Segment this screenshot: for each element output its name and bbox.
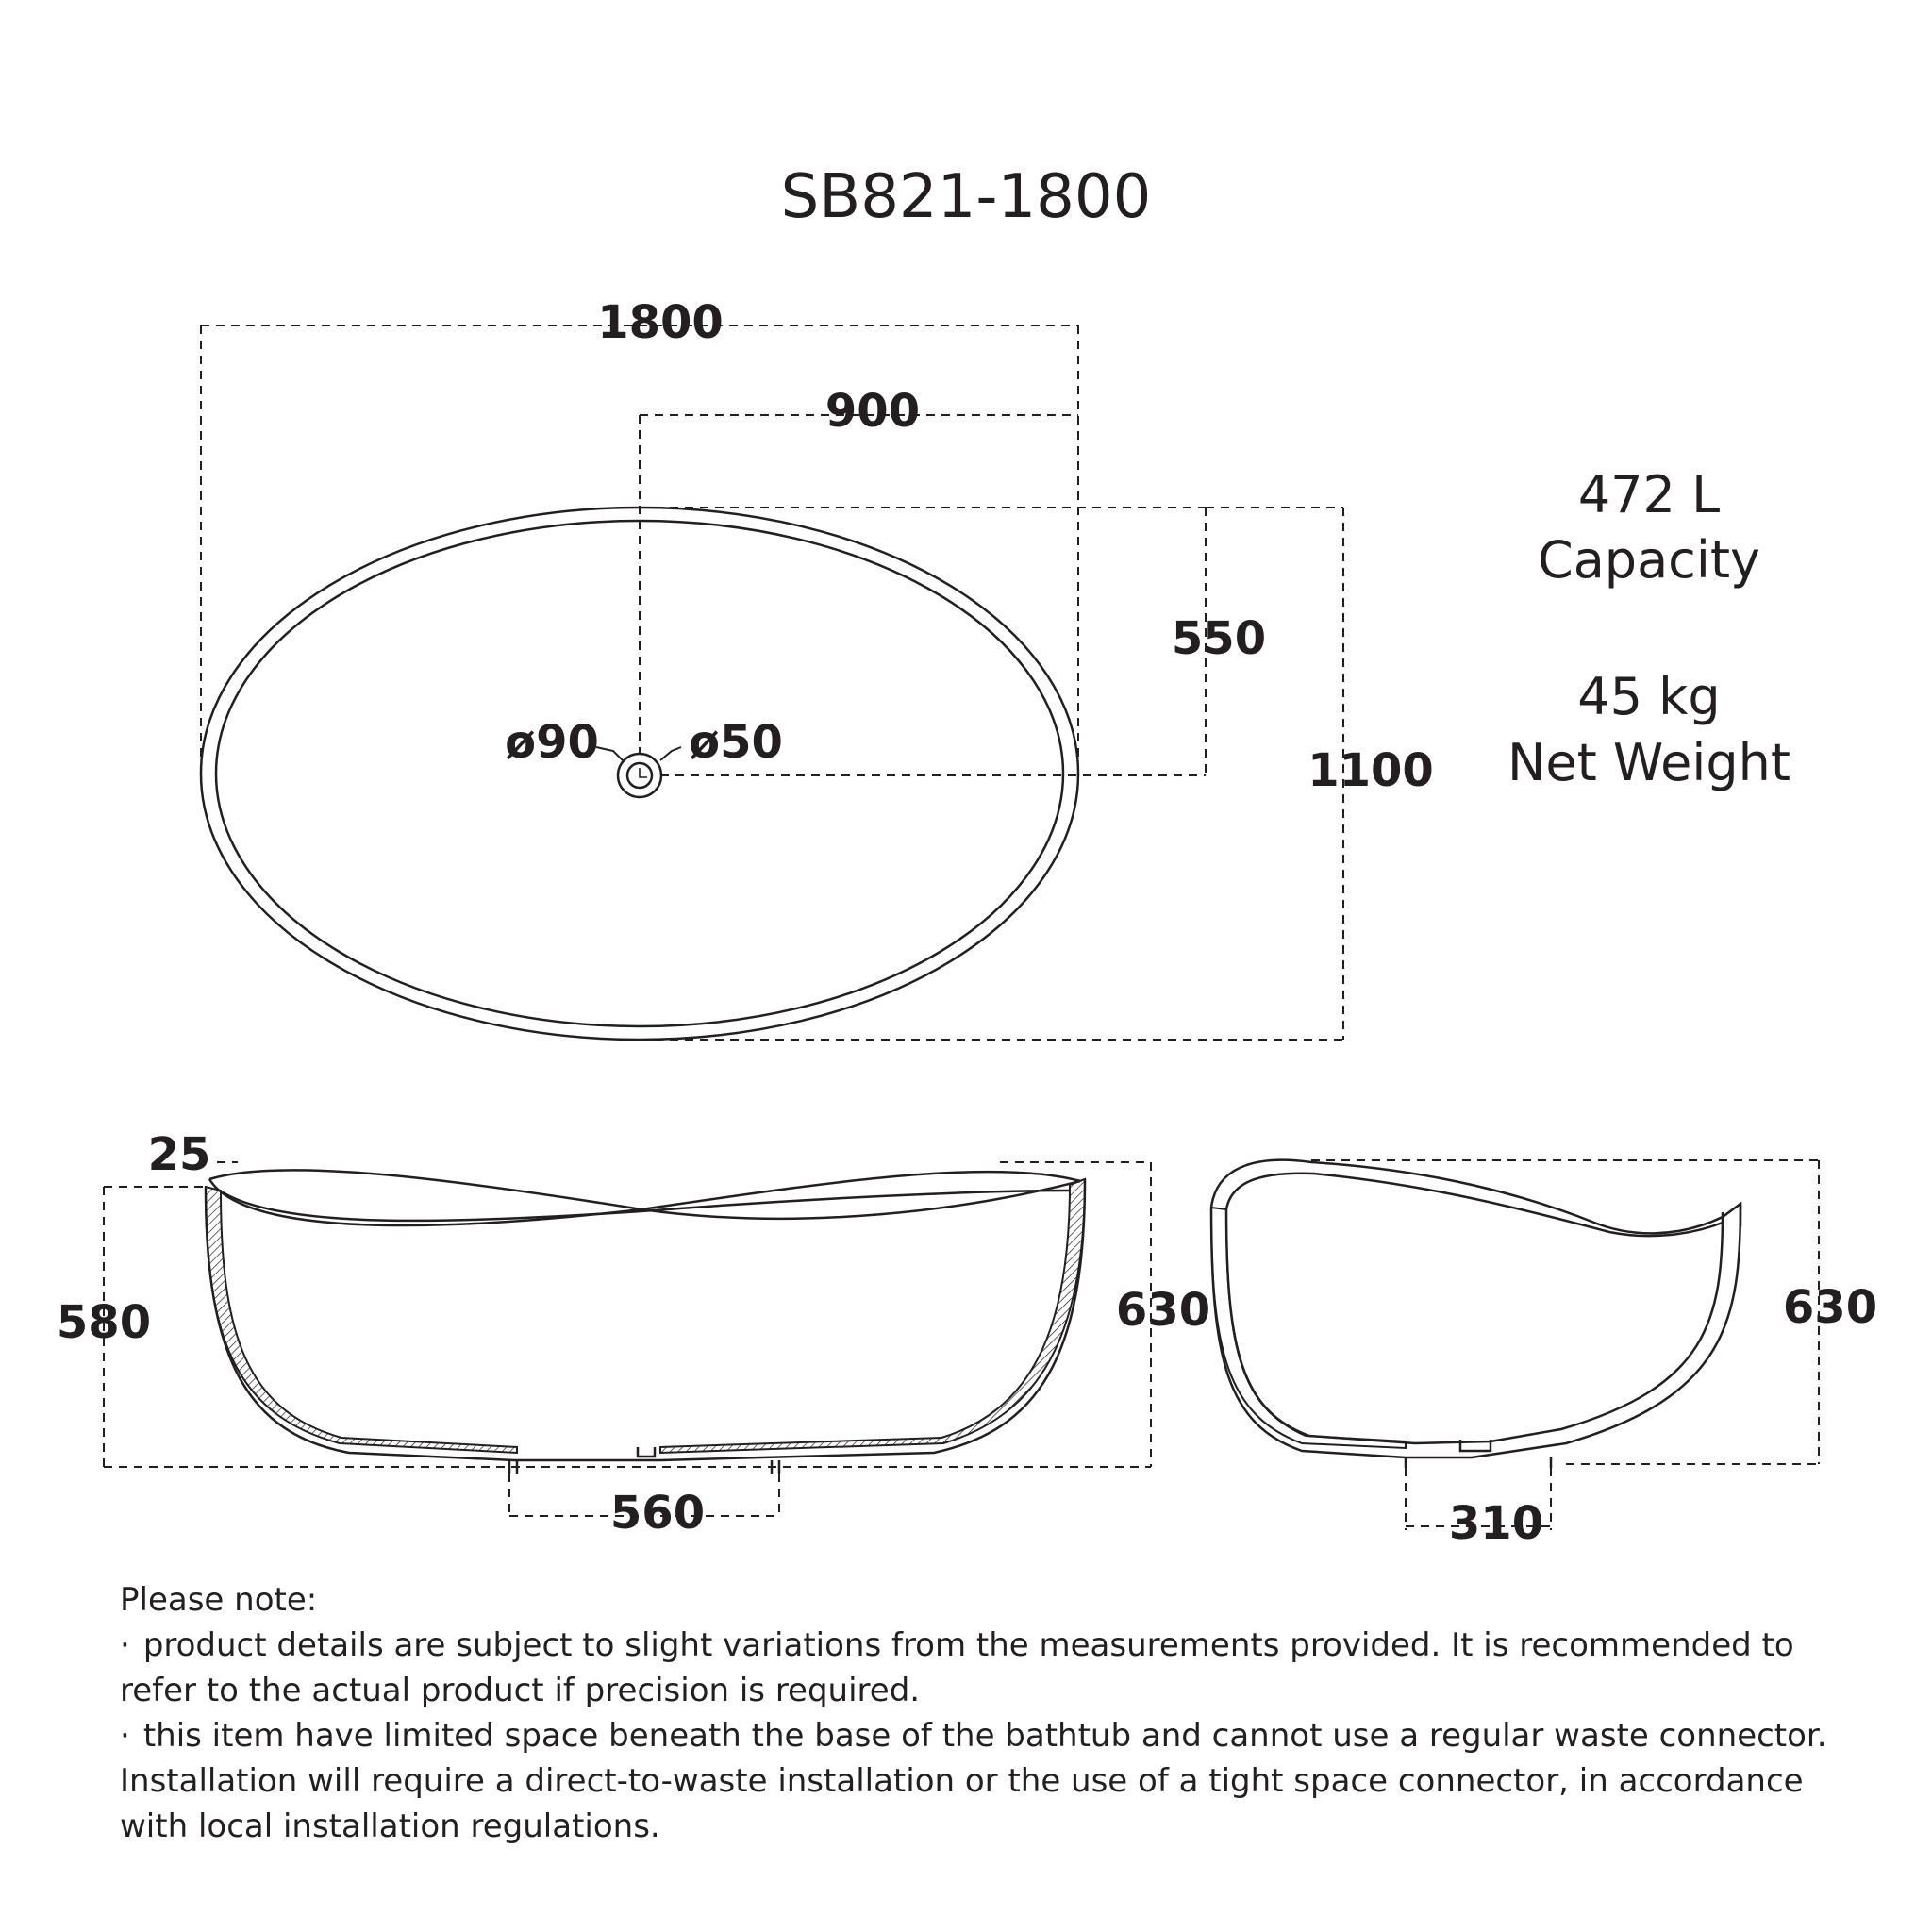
end-inner-profile — [1226, 1209, 1723, 1443]
side-outer-profile — [206, 1179, 1085, 1460]
dim-580-label: 580 — [56, 1296, 152, 1349]
drain-leader-left — [596, 747, 623, 760]
weight-value: 45 kg — [1577, 667, 1721, 726]
drain-leader-right — [660, 747, 681, 760]
dim-1800-label: 1800 — [597, 296, 724, 349]
bullet: · — [120, 1717, 130, 1755]
spec-block — [1507, 465, 1790, 792]
end-dim-630-label: 630 — [1782, 1281, 1878, 1334]
dim-25-label: 25 — [147, 1128, 211, 1181]
notes-block — [120, 1577, 1874, 1849]
note-text: product details are subject to slight variations from the measurements provided. It is recommended to refer to the actual product if precision is required. — [120, 1626, 1794, 1709]
note-item — [120, 1623, 1874, 1713]
end-dim-310-label: 310 — [1448, 1497, 1544, 1550]
side-rim-wave-3 — [223, 1191, 1070, 1221]
capacity-label: Capacity — [1538, 530, 1760, 590]
weight-label: Net Weight — [1507, 733, 1791, 792]
side-drain-notch — [638, 1447, 655, 1457]
side-view — [57, 1128, 1210, 1540]
model-title: SB821-1800 — [780, 162, 1152, 232]
bullet: · — [120, 1626, 130, 1664]
capacity-value: 472 L — [1577, 465, 1721, 525]
dim-1100-label: 1100 — [1307, 744, 1434, 797]
dim-900-label: 900 — [824, 385, 921, 438]
end-shell-section — [1211, 1208, 1406, 1448]
end-view — [1211, 1160, 1877, 1550]
drain-symbol — [640, 768, 647, 777]
dim-550-label: 550 — [1171, 612, 1267, 665]
top-view — [201, 296, 1434, 1040]
note-text: this item have limited space beneath the base of the bathtub and cannot use a regular waste connector. Installation will require a direct-to-waste installation or the use of a tight space connector, in accordance with local installation regulations. — [120, 1717, 1827, 1845]
notes-heading: Please note: — [120, 1581, 318, 1619]
end-outer-profile — [1211, 1203, 1740, 1457]
drain-inner-label: ø50 — [689, 716, 783, 769]
dim-560-label: 560 — [609, 1487, 706, 1540]
note-item — [120, 1713, 1874, 1849]
drain-outer-label: ø90 — [505, 716, 599, 769]
end-rim-inner — [1226, 1174, 1723, 1236]
end-rim-top — [1211, 1160, 1740, 1234]
side-shell-section-right — [660, 1179, 1085, 1453]
side-shell-section — [206, 1187, 517, 1453]
dim-630-label: 630 — [1115, 1284, 1211, 1337]
